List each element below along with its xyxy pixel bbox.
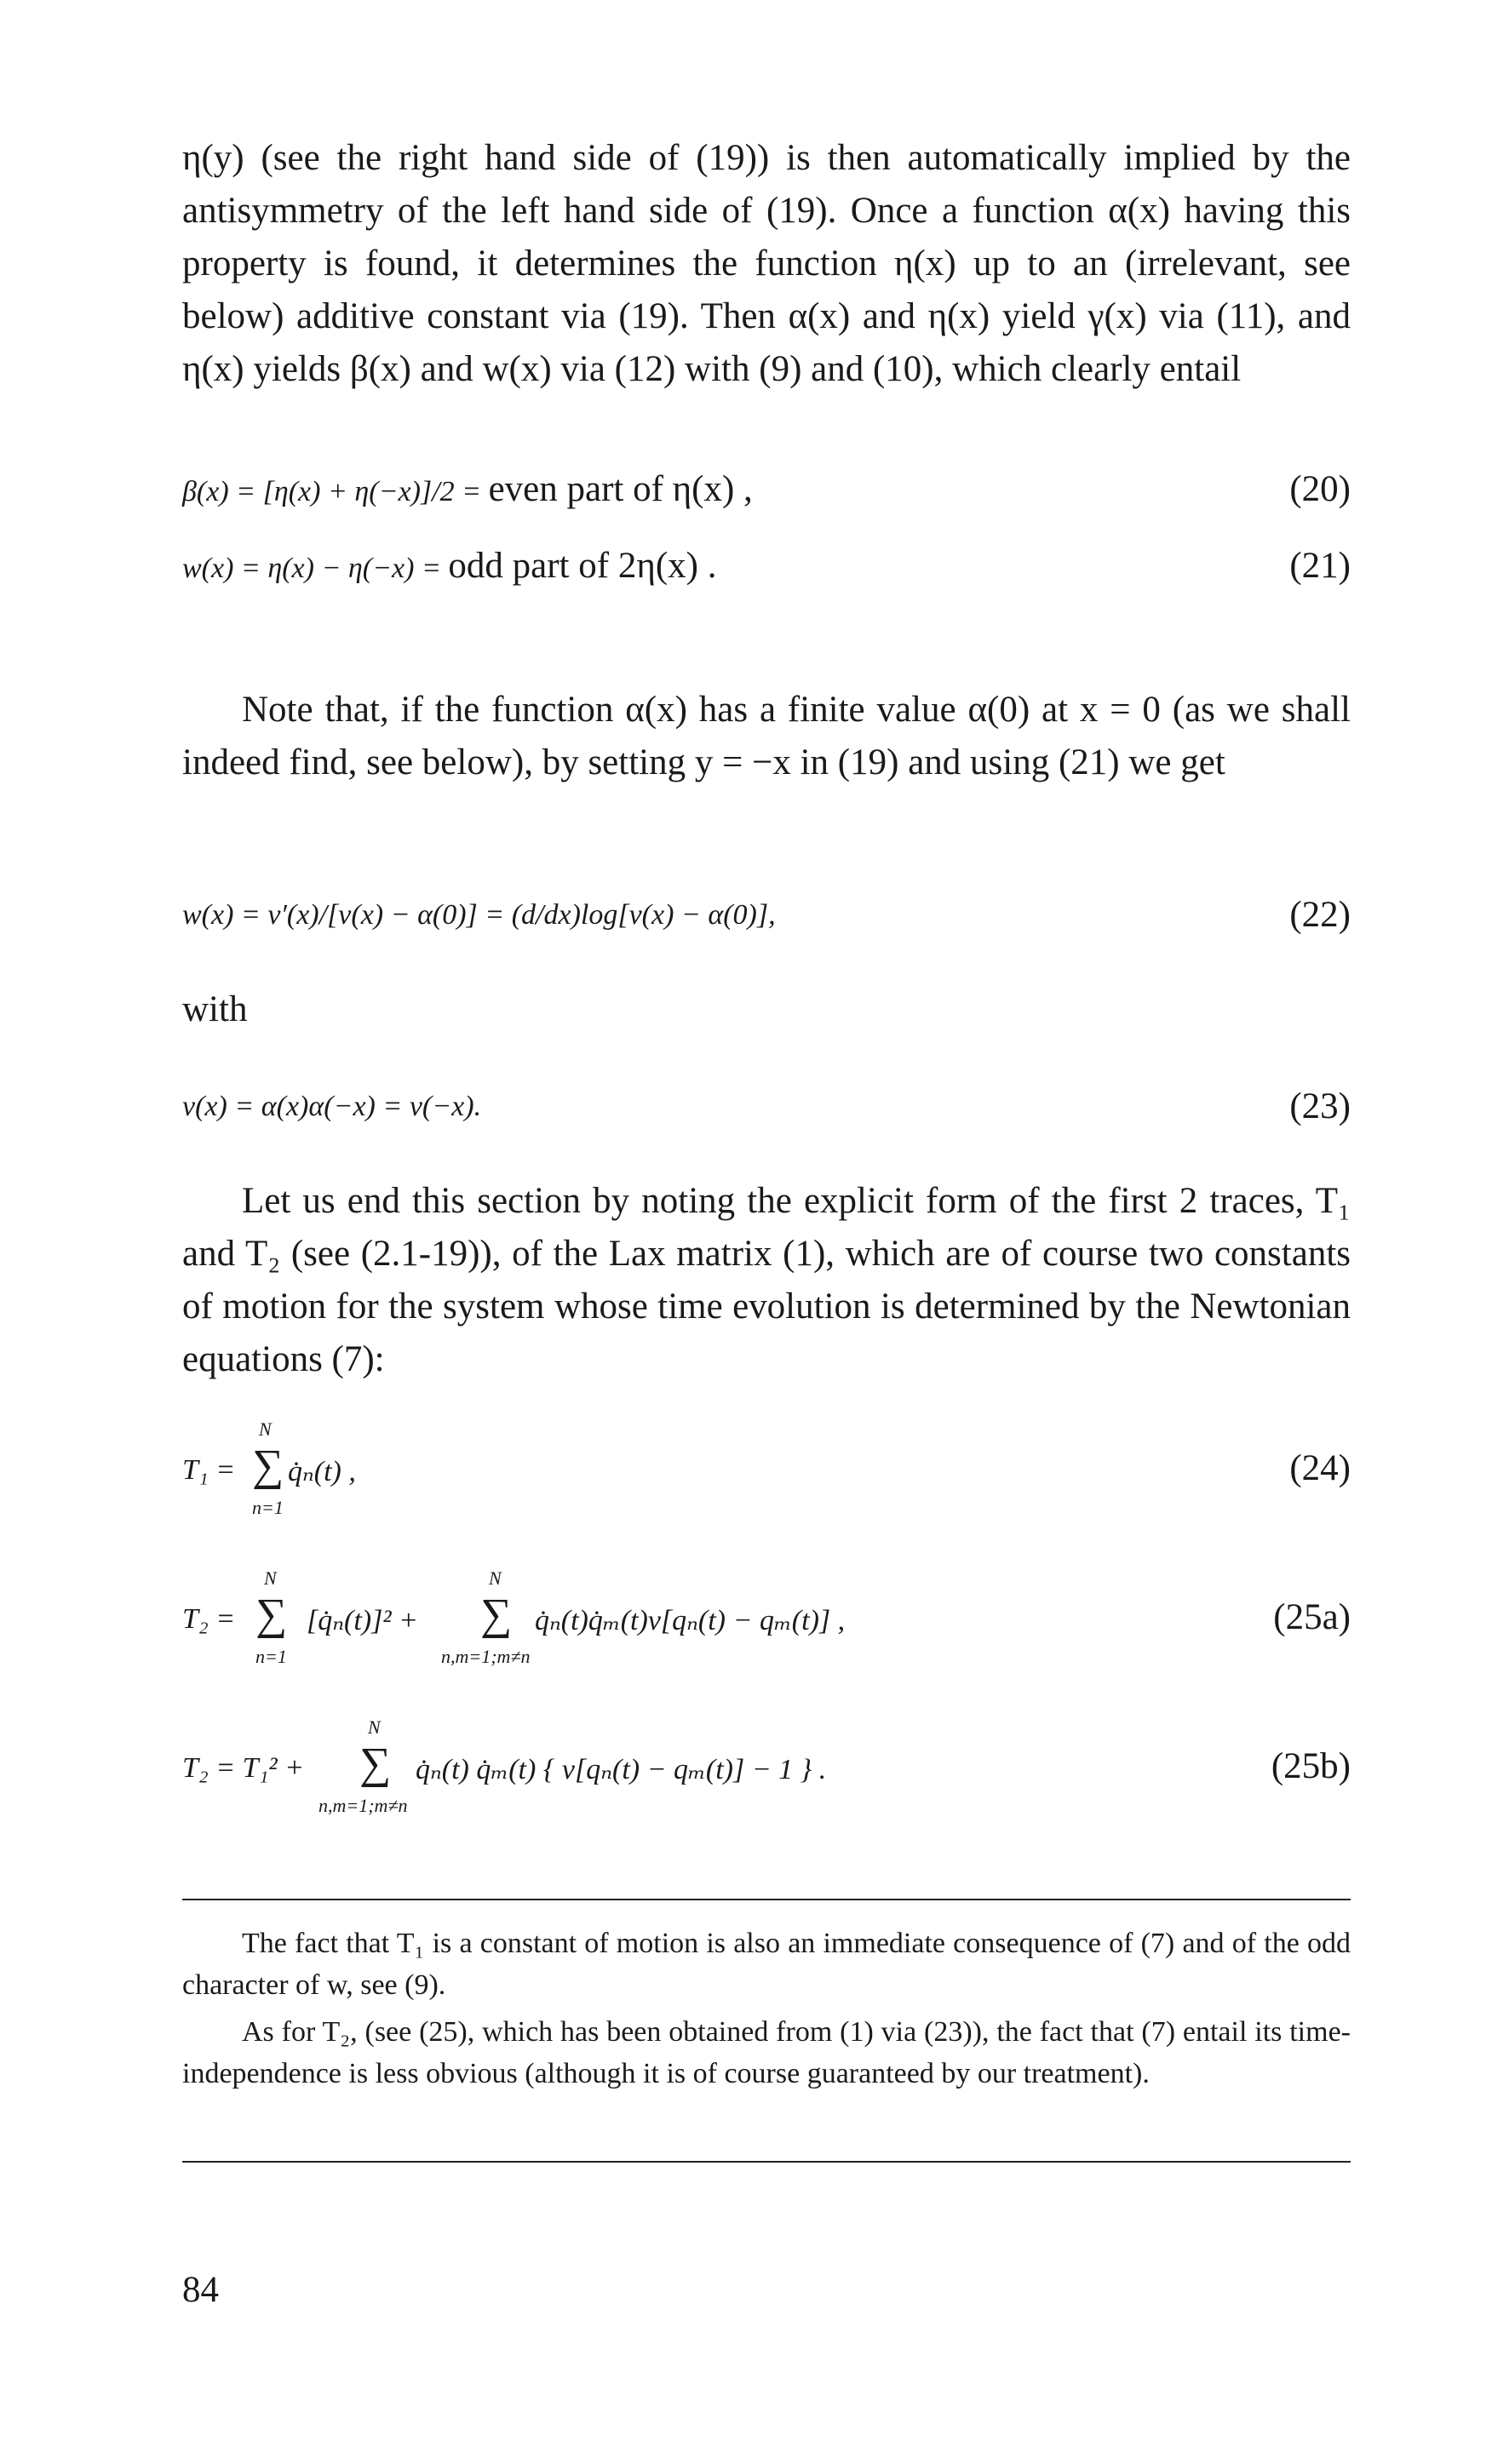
equation-23 (182, 1077, 1351, 1137)
equation-20 (182, 460, 1351, 519)
footnote-1: The fact that T₁ is a constant of motion is also an immediate consequence of (7) and of the odd character of w, see (9). (182, 1928, 1351, 2001)
equation-21-formula: w(x) = η(x) − η(−x) = odd part of 2η(x) . (182, 546, 717, 586)
equation-25b (182, 1711, 1351, 1822)
sum-lower-limit: n=1 (255, 1646, 287, 1667)
summation-sign: ∑ (255, 1590, 288, 1639)
sum-upper-limit: N (259, 1418, 272, 1440)
equation-number-25a: (25a) (1273, 1597, 1351, 1637)
summation-sign: ∑ (359, 1739, 392, 1788)
paragraph-with: with (182, 989, 248, 1029)
equation-number-25b: (25b) (1271, 1746, 1351, 1786)
paragraph-intro: η(y) (see the right hand side of (19)) is then automatically implied by the antisymmetry of the left hand side of (19). Once a function α(x) having this property is found, it determines the function η(x) up to an (irrelevant, see below) additive constant via (19). Then α(x) and η(x) yield γ(x) via (11), and η(x) yields β(x) and w(x) via (12) with (9) and (10), which clearly entail (182, 138, 1351, 389)
equation-25a (182, 1562, 1351, 1673)
footnote-separator-bottom (182, 2161, 1351, 2163)
equation-25a-lhs: T₂ = (182, 1603, 236, 1635)
sum-lower-limit: n=1 (252, 1497, 284, 1518)
equation-21 (182, 536, 1351, 596)
sum-lower-limit: n,m=1;m≠n (318, 1795, 408, 1816)
page-number: 84 (182, 2270, 219, 2310)
sum-upper-limit: N (489, 1567, 502, 1589)
paragraph-note: Note that, if the function α(x) has a finite value α(0) at x = 0 (as we shall indeed find, see below), by setting y = −x in (19) and using (21) we get (182, 690, 1351, 782)
equation-24 (182, 1413, 1351, 1524)
equation-22 (182, 885, 1351, 945)
equation-25a-term-2: q̇ₙ(t)q̇ₘ(t)v[qₙ(t) − qₘ(t)] , (535, 1605, 846, 1636)
equation-number-22: (22) (1289, 895, 1351, 935)
equation-25a-term-1: [q̇ₙ(t)]² + (307, 1605, 418, 1636)
equation-number-24: (24) (1289, 1448, 1351, 1488)
equation-25b-lhs: T₂ = T₁² + (182, 1752, 305, 1784)
sum-upper-limit: N (264, 1567, 277, 1589)
equation-23-formula: v(x) = α(x)α(−x) = v(−x). (182, 1091, 482, 1122)
summation-sign: ∑ (480, 1590, 513, 1639)
sum-lower-limit: n,m=1;m≠n (441, 1646, 531, 1667)
equation-22-formula: w(x) = v′(x)/[v(x) − α(0)] = (d/dx)log[v(x) − α(0)], (182, 899, 776, 931)
equation-number-23: (23) (1289, 1086, 1351, 1126)
equation-24-body: q̇ₙ(t) , (288, 1456, 356, 1487)
equation-24-lhs: T₁ = (182, 1454, 236, 1486)
paragraph-traces: Let us end this section by noting the explicit form of the first 2 traces, T₁ and T₂ (see (2.1-19)), of the Lax matrix (1), which are of course two constants of motion for the system whose time evolution is determined by the Newtonian equations (7): (182, 1181, 1351, 1379)
equation-number-21: (21) (1289, 546, 1351, 586)
footnote-2: As for T₂, (see (25), which has been obtained from (1) via (23)), the fact that (7) entail its time-independence is less obvious (although it is of course guaranteed by our treatment). (182, 2016, 1351, 2089)
footnote-separator-top (182, 1899, 1351, 1900)
equation-20-formula: β(x) = [η(x) + η(−x)]/2 = even part of η(x) , (182, 469, 753, 509)
equation-25b-body: q̇ₙ(t) q̇ₘ(t) { v[qₙ(t) − qₘ(t)] − 1 } . (416, 1754, 827, 1785)
sum-upper-limit: N (368, 1716, 381, 1738)
equation-number-20: (20) (1289, 469, 1351, 509)
summation-sign: ∑ (252, 1441, 284, 1490)
